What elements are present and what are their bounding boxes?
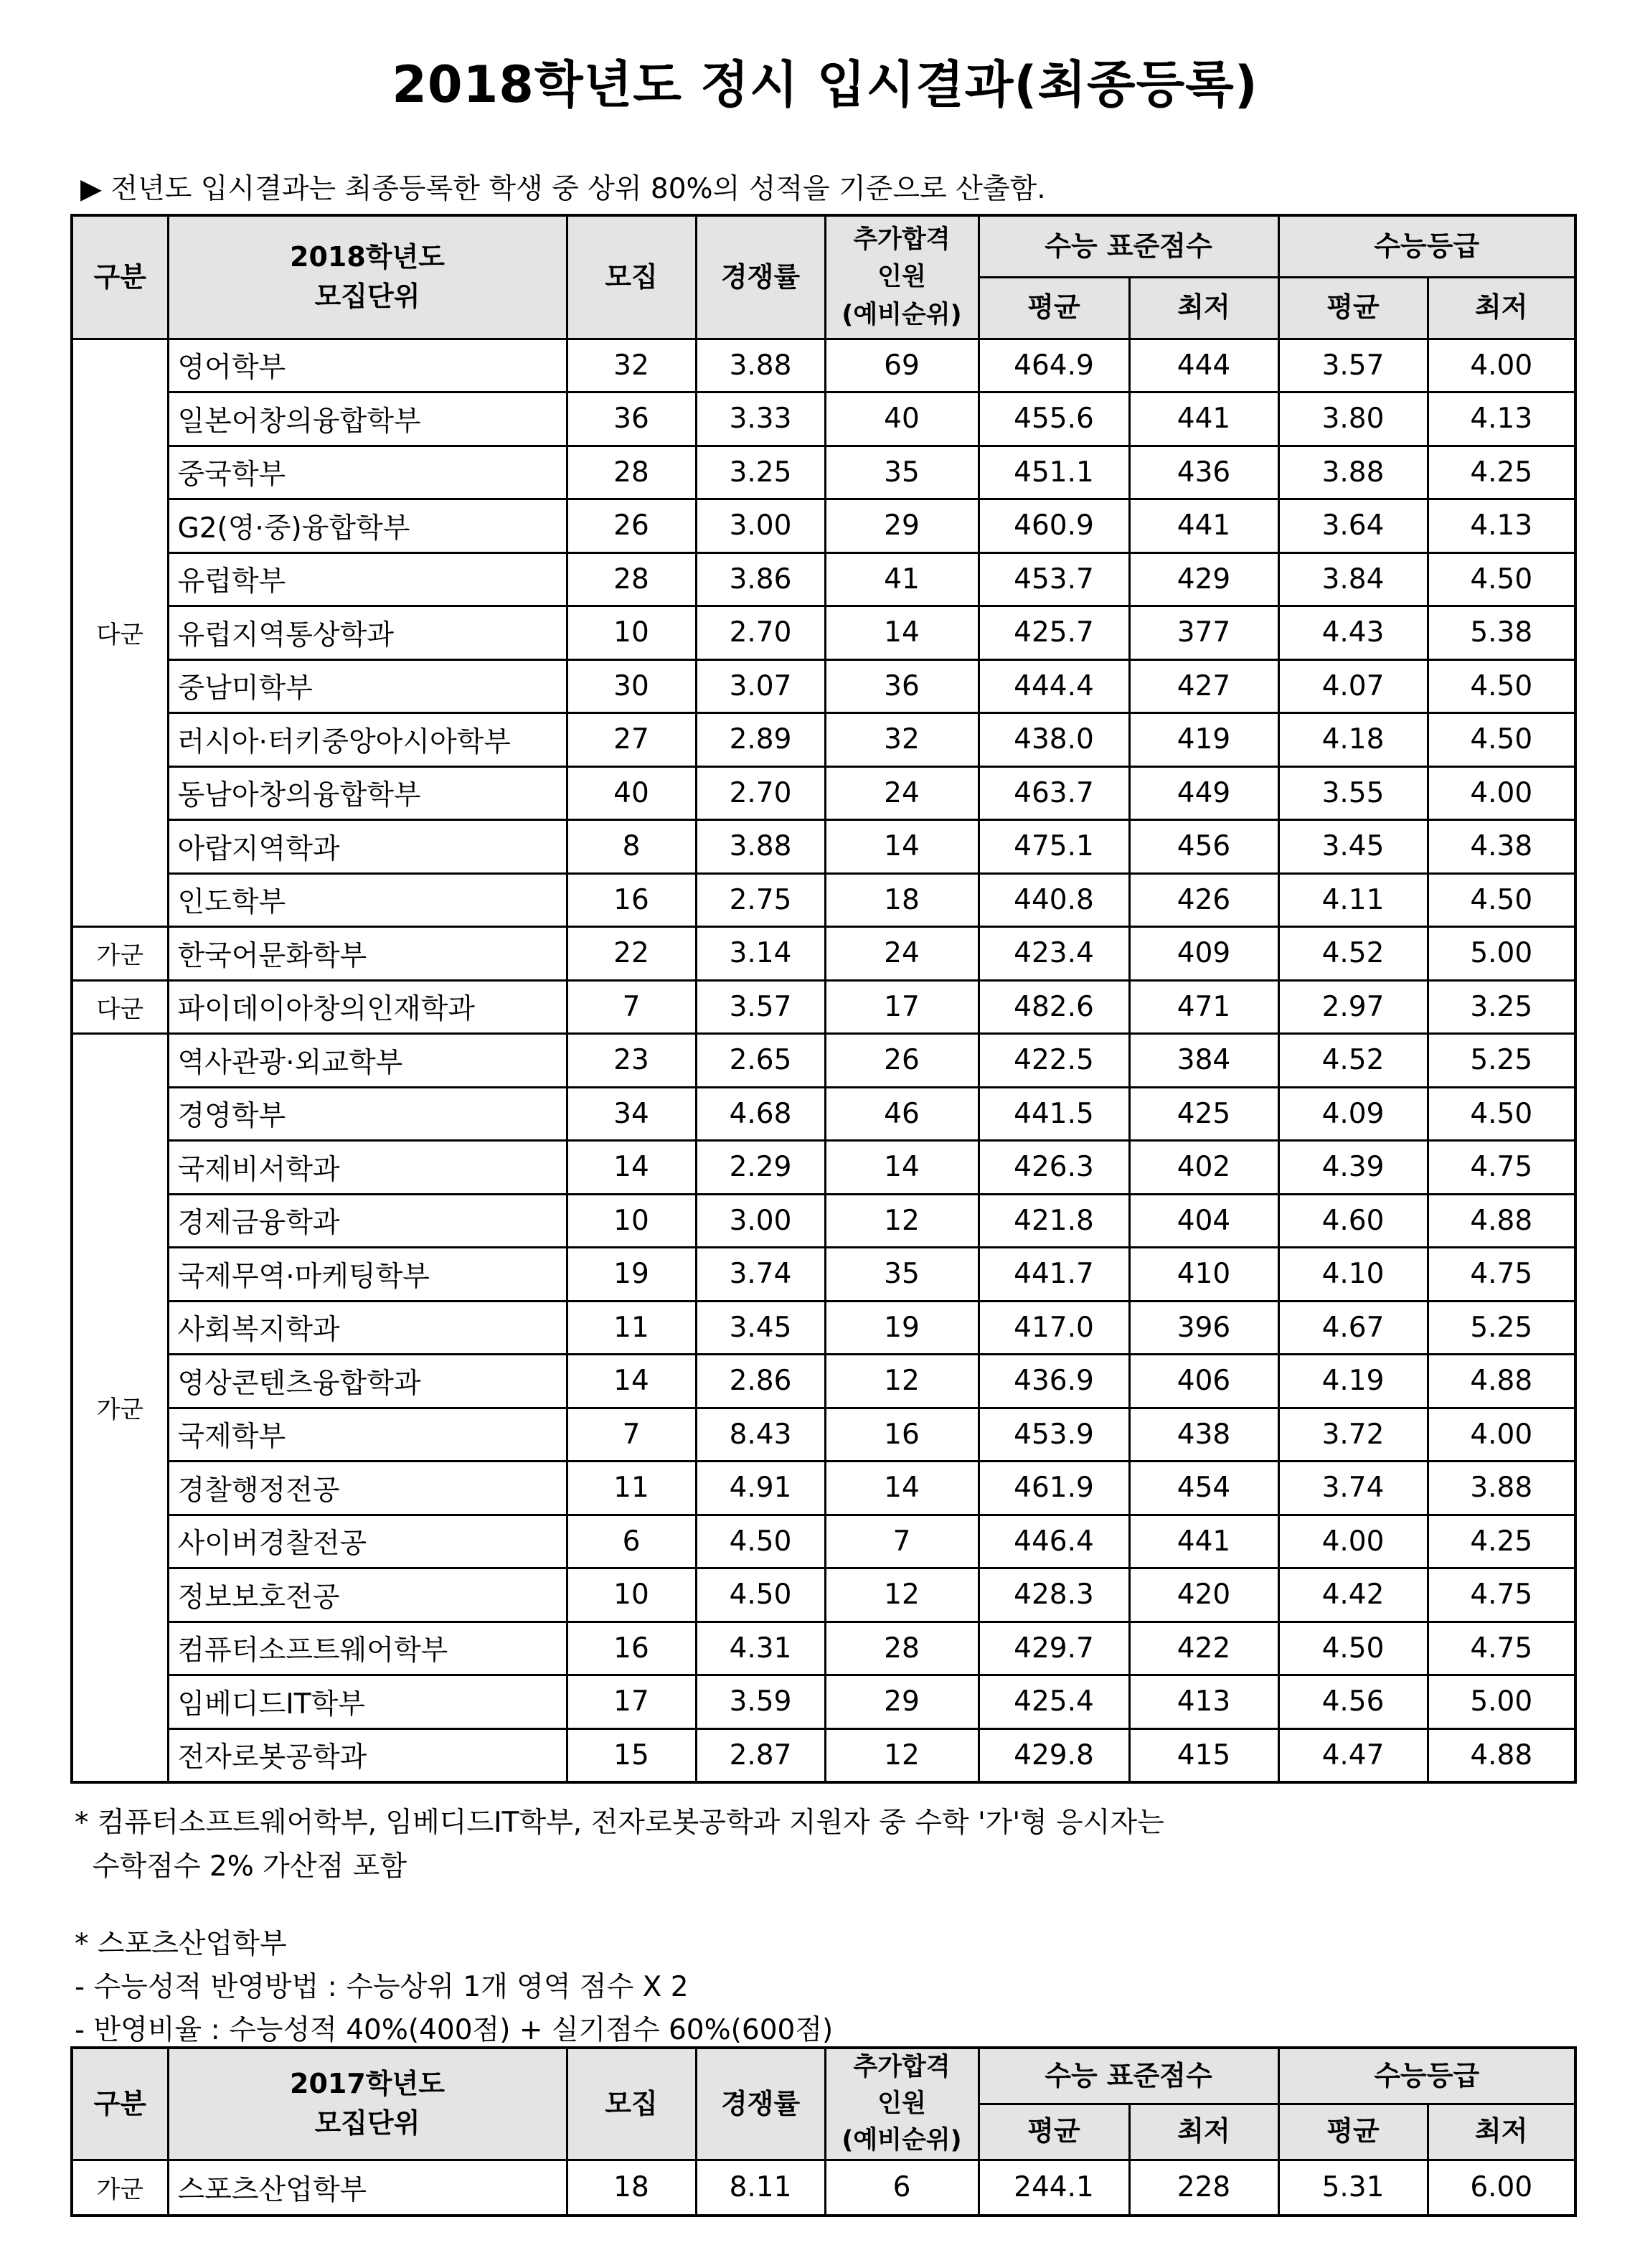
ratio-cell: 3.07: [696, 659, 825, 713]
sports-header-recruit: 모집: [567, 2048, 696, 2160]
ratio-cell: 4.68: [696, 1087, 825, 1141]
table-row: [72, 659, 1575, 713]
table-row: [72, 980, 1575, 1034]
recruit-cell: 6: [567, 1515, 696, 1568]
score-avg-cell: 463.7: [979, 766, 1129, 820]
unit-name-cell: 전자로봇공학과: [168, 1728, 567, 1782]
score-avg-cell: 429.7: [979, 1622, 1129, 1675]
grade-min-cell: 4.25: [1428, 446, 1575, 499]
extra-cell: 28: [825, 1622, 979, 1675]
unit-name-cell: 중국학부: [168, 446, 567, 499]
unit-name-cell: 경제금융학과: [168, 1194, 567, 1248]
sports-header-unit-label: 모집단위: [314, 2107, 420, 2140]
unit-name-cell: 스포츠산업학부: [168, 2160, 567, 2216]
table-row: [72, 1622, 1575, 1675]
score-avg-cell: 436.9: [979, 1355, 1129, 1408]
sports-header-group: 구분: [72, 2048, 168, 2160]
recruit-cell: 28: [567, 552, 696, 606]
unit-name-cell: 사회복지학과: [168, 1301, 567, 1355]
header-grade-min: 최저: [1428, 277, 1575, 339]
recruit-cell: 15: [567, 1728, 696, 1782]
score-avg-cell: 426.3: [979, 1141, 1129, 1195]
grade-min-cell: 3.25: [1428, 980, 1575, 1034]
sports-header-grade-avg: 평균: [1278, 2104, 1428, 2160]
score-min-cell: 454: [1129, 1462, 1278, 1515]
score-min-cell: 471: [1129, 980, 1278, 1034]
extra-cell: 46: [825, 1087, 979, 1141]
footnote-sports-title: * 스포츠산업학부: [75, 1928, 287, 1960]
unit-name-cell: 파이데이아창의인재학과: [168, 980, 567, 1034]
grade-avg-cell: 3.88: [1278, 446, 1428, 499]
sports-header-unit: [168, 2048, 567, 2160]
score-min-cell: 377: [1129, 606, 1278, 660]
grade-min-cell: 5.38: [1428, 606, 1575, 660]
grade-min-cell: 4.75: [1428, 1141, 1575, 1195]
score-min-cell: 449: [1129, 766, 1278, 820]
table-row: [72, 446, 1575, 499]
recruit-cell: 11: [567, 1301, 696, 1355]
header-group: 구분: [72, 215, 168, 339]
recruit-cell: 7: [567, 1408, 696, 1462]
recruit-cell: 17: [567, 1675, 696, 1729]
score-min-cell: 402: [1129, 1141, 1278, 1195]
grade-min-cell: 6.00: [1428, 2160, 1575, 2216]
header-ratio: 경쟁률: [696, 215, 825, 339]
header-grade-avg: 평균: [1278, 277, 1428, 339]
header-extra-line3: (예비순위): [842, 300, 962, 329]
recruit-cell: 34: [567, 1087, 696, 1141]
extra-cell: 19: [825, 1301, 979, 1355]
ratio-cell: 3.45: [696, 1301, 825, 1355]
extra-cell: 36: [825, 659, 979, 713]
score-min-cell: 427: [1129, 659, 1278, 713]
table-row: [72, 499, 1575, 553]
grade-min-cell: 5.00: [1428, 927, 1575, 981]
table-row: [72, 820, 1575, 874]
sports-header-extra-line1: 추가합격: [853, 2053, 951, 2082]
score-avg-cell: 461.9: [979, 1462, 1129, 1515]
footnote-sports-ratio: - 반영비율 : 수능성적 40%(400점) + 실기점수 60%(600점): [75, 2014, 834, 2046]
extra-cell: 14: [825, 1462, 979, 1515]
grade-avg-cell: 4.47: [1278, 1728, 1428, 1782]
recruit-cell: 11: [567, 1462, 696, 1515]
extra-cell: 26: [825, 1034, 979, 1088]
unit-name-cell: G2(영·중)융합학부: [168, 499, 567, 553]
extra-cell: 14: [825, 606, 979, 660]
grade-min-cell: 4.13: [1428, 392, 1575, 446]
table-row: [72, 1355, 1575, 1408]
score-min-cell: 441: [1129, 499, 1278, 553]
score-min-cell: 413: [1129, 1675, 1278, 1729]
sports-header-extra-line2: 인원: [877, 2089, 926, 2118]
recruit-cell: 16: [567, 873, 696, 927]
grade-avg-cell: 4.52: [1278, 1034, 1428, 1088]
score-avg-cell: 455.6: [979, 392, 1129, 446]
ratio-cell: 8.11: [696, 2160, 825, 2216]
grade-avg-cell: 4.00: [1278, 1515, 1428, 1568]
sports-header-extra: [825, 2048, 979, 2160]
extra-cell: 16: [825, 1408, 979, 1462]
group-cell: 가군: [72, 1034, 168, 1782]
group-cell: 다군: [72, 339, 168, 927]
score-avg-cell: 421.8: [979, 1194, 1129, 1248]
score-min-cell: 425: [1129, 1087, 1278, 1141]
unit-name-cell: 영상콘텐츠융합학과: [168, 1355, 567, 1408]
unit-name-cell: 국제학부: [168, 1408, 567, 1462]
grade-avg-cell: 3.72: [1278, 1408, 1428, 1462]
unit-name-cell: 임베디드IT학부: [168, 1675, 567, 1729]
sports-header-score-avg: 평균: [979, 2104, 1129, 2160]
grade-avg-cell: 3.57: [1278, 339, 1428, 392]
grade-min-cell: 4.88: [1428, 1355, 1575, 1408]
grade-min-cell: 4.88: [1428, 1728, 1575, 1782]
score-min-cell: 436: [1129, 446, 1278, 499]
extra-cell: 24: [825, 766, 979, 820]
ratio-cell: 3.59: [696, 1675, 825, 1729]
unit-name-cell: 중남미학부: [168, 659, 567, 713]
extra-cell: 17: [825, 980, 979, 1034]
ratio-cell: 2.65: [696, 1034, 825, 1088]
unit-name-cell: 사이버경찰전공: [168, 1515, 567, 1568]
header-score-min: 최저: [1129, 277, 1278, 339]
unit-name-cell: 한국어문화학부: [168, 927, 567, 981]
score-min-cell: 429: [1129, 552, 1278, 606]
sports-header-ratio: 경쟁률: [696, 2048, 825, 2160]
score-avg-cell: 428.3: [979, 1568, 1129, 1622]
recruit-cell: 10: [567, 1194, 696, 1248]
recruit-cell: 27: [567, 713, 696, 767]
table-row: [72, 766, 1575, 820]
table-row: [72, 1034, 1575, 1088]
ratio-cell: 3.00: [696, 1194, 825, 1248]
table-row: [72, 1568, 1575, 1622]
ratio-cell: 2.87: [696, 1728, 825, 1782]
sports-header-extra-line3: (예비순위): [842, 2125, 962, 2155]
score-avg-cell: 425.7: [979, 606, 1129, 660]
recruit-cell: 8: [567, 820, 696, 874]
extra-cell: 12: [825, 1728, 979, 1782]
grade-avg-cell: 3.84: [1278, 552, 1428, 606]
score-min-cell: 384: [1129, 1034, 1278, 1088]
grade-avg-cell: 4.67: [1278, 1301, 1428, 1355]
table-row: [72, 2160, 1575, 2216]
score-avg-cell: 440.8: [979, 873, 1129, 927]
table-row: [72, 1728, 1575, 1782]
table-row: [72, 1408, 1575, 1462]
grade-avg-cell: 4.42: [1278, 1568, 1428, 1622]
table-row: [72, 873, 1575, 927]
score-avg-cell: 425.4: [979, 1675, 1129, 1729]
group-cell: 가군: [72, 927, 168, 981]
header-unit: [168, 215, 567, 339]
ratio-cell: 4.50: [696, 1515, 825, 1568]
header-extra-line1: 추가합격: [853, 225, 951, 254]
score-min-cell: 456: [1129, 820, 1278, 874]
score-min-cell: 426: [1129, 873, 1278, 927]
ratio-cell: 3.86: [696, 552, 825, 606]
score-avg-cell: 453.9: [979, 1408, 1129, 1462]
footnote-math-bonus-cont: 수학점수 2% 가산점 포함: [75, 1850, 407, 1883]
score-min-cell: 441: [1129, 392, 1278, 446]
ratio-cell: 3.25: [696, 446, 825, 499]
score-avg-cell: 464.9: [979, 339, 1129, 392]
footnote-math-bonus: * 컴퓨터소프트웨어학부, 임베디드IT학부, 전자로봇공학과 지원자 중 수학 '가'형 응시자는: [75, 1807, 1164, 1839]
score-avg-cell: 475.1: [979, 820, 1129, 874]
ratio-cell: 3.00: [696, 499, 825, 553]
unit-name-cell: 경찰행정전공: [168, 1462, 567, 1515]
table-row: [72, 1462, 1575, 1515]
grade-min-cell: 4.50: [1428, 552, 1575, 606]
table-row: [72, 1194, 1575, 1248]
table-row: [72, 339, 1575, 392]
table-row: [72, 1301, 1575, 1355]
extra-cell: 32: [825, 713, 979, 767]
extra-cell: 14: [825, 1141, 979, 1195]
grade-avg-cell: 4.09: [1278, 1087, 1428, 1141]
score-avg-cell: 429.8: [979, 1728, 1129, 1782]
ratio-cell: 2.89: [696, 713, 825, 767]
recruit-cell: 23: [567, 1034, 696, 1088]
score-min-cell: 409: [1129, 927, 1278, 981]
group-cell: 가군: [72, 2160, 168, 2216]
ratio-cell: 8.43: [696, 1408, 825, 1462]
unit-name-cell: 일본어창의융합학부: [168, 392, 567, 446]
ratio-cell: 4.31: [696, 1622, 825, 1675]
extra-cell: 69: [825, 339, 979, 392]
extra-cell: 6: [825, 2160, 979, 2216]
grade-min-cell: 4.25: [1428, 1515, 1575, 1568]
recruit-cell: 40: [567, 766, 696, 820]
footnote-sports-method: - 수능성적 반영방법 : 수능상위 1개 영역 점수 X 2: [75, 1971, 689, 2003]
recruit-cell: 18: [567, 2160, 696, 2216]
recruit-cell: 36: [567, 392, 696, 446]
ratio-cell: 3.88: [696, 820, 825, 874]
score-avg-cell: 451.1: [979, 446, 1129, 499]
table-row: [72, 1087, 1575, 1141]
grade-avg-cell: 4.11: [1278, 873, 1428, 927]
grade-min-cell: 4.75: [1428, 1248, 1575, 1302]
unit-name-cell: 유럽학부: [168, 552, 567, 606]
grade-avg-cell: 4.18: [1278, 713, 1428, 767]
grade-avg-cell: 4.43: [1278, 606, 1428, 660]
table-row: [72, 1515, 1575, 1568]
grade-min-cell: 4.00: [1428, 766, 1575, 820]
table-row: [72, 1675, 1575, 1729]
score-avg-cell: 423.4: [979, 927, 1129, 981]
unit-name-cell: 동남아창의융합학부: [168, 766, 567, 820]
ratio-cell: 2.75: [696, 873, 825, 927]
page-title: 2018학년도 정시 입시결과(최종등록): [392, 55, 1258, 114]
grade-min-cell: 4.00: [1428, 339, 1575, 392]
score-avg-cell: 446.4: [979, 1515, 1129, 1568]
score-min-cell: 422: [1129, 1622, 1278, 1675]
grade-avg-cell: 4.50: [1278, 1622, 1428, 1675]
ratio-cell: 3.57: [696, 980, 825, 1034]
score-min-cell: 415: [1129, 1728, 1278, 1782]
extra-cell: 12: [825, 1568, 979, 1622]
grade-min-cell: 5.25: [1428, 1034, 1575, 1088]
unit-name-cell: 국제무역·마케팅학부: [168, 1248, 567, 1302]
grade-min-cell: 4.75: [1428, 1622, 1575, 1675]
table-row: [72, 713, 1575, 767]
grade-avg-cell: 4.19: [1278, 1355, 1428, 1408]
extra-cell: 35: [825, 446, 979, 499]
grade-avg-cell: 2.97: [1278, 980, 1428, 1034]
score-min-cell: 420: [1129, 1568, 1278, 1622]
header-recruit: 모집: [567, 215, 696, 339]
recruit-cell: 28: [567, 446, 696, 499]
group-cell: 다군: [72, 980, 168, 1034]
ratio-cell: 3.14: [696, 927, 825, 981]
grade-avg-cell: 4.10: [1278, 1248, 1428, 1302]
score-avg-cell: 460.9: [979, 499, 1129, 553]
ratio-cell: 2.86: [696, 1355, 825, 1408]
unit-name-cell: 국제비서학과: [168, 1141, 567, 1195]
sports-header-unit-year: 2017학년도: [290, 2068, 445, 2100]
intro-note: ▶ 전년도 입시결과는 최종등록한 학생 중 상위 80%의 성적을 기준으로 산출함.: [80, 173, 1046, 205]
recruit-cell: 19: [567, 1248, 696, 1302]
recruit-cell: 22: [567, 927, 696, 981]
grade-min-cell: 3.88: [1428, 1462, 1575, 1515]
ratio-cell: 2.70: [696, 606, 825, 660]
grade-min-cell: 5.00: [1428, 1675, 1575, 1729]
recruit-cell: 14: [567, 1141, 696, 1195]
grade-min-cell: 4.88: [1428, 1194, 1575, 1248]
ratio-cell: 4.91: [696, 1462, 825, 1515]
ratio-cell: 3.88: [696, 339, 825, 392]
score-avg-cell: 244.1: [979, 2160, 1129, 2216]
header-score: 수능 표준점수: [979, 215, 1278, 277]
unit-name-cell: 유럽지역통상학과: [168, 606, 567, 660]
sports-header-grade: 수능등급: [1278, 2048, 1575, 2104]
unit-name-cell: 영어학부: [168, 339, 567, 392]
recruit-cell: 26: [567, 499, 696, 553]
sports-header-grade-min: 최저: [1428, 2104, 1575, 2160]
table-row: [72, 1248, 1575, 1302]
unit-name-cell: 컴퓨터소프트웨어학부: [168, 1622, 567, 1675]
extra-cell: 35: [825, 1248, 979, 1302]
score-avg-cell: 422.5: [979, 1034, 1129, 1088]
recruit-cell: 10: [567, 606, 696, 660]
grade-avg-cell: 3.74: [1278, 1462, 1428, 1515]
score-avg-cell: 482.6: [979, 980, 1129, 1034]
recruit-cell: 10: [567, 1568, 696, 1622]
score-min-cell: 404: [1129, 1194, 1278, 1248]
table-body: [72, 339, 1575, 1782]
score-min-cell: 406: [1129, 1355, 1278, 1408]
sports-header-score: 수능 표준점수: [979, 2048, 1278, 2104]
extra-cell: 41: [825, 552, 979, 606]
grade-min-cell: 4.00: [1428, 1408, 1575, 1462]
extra-cell: 12: [825, 1355, 979, 1408]
table-row: [72, 927, 1575, 981]
recruit-cell: 7: [567, 980, 696, 1034]
header-extra-line2: 인원: [877, 263, 926, 291]
grade-avg-cell: 3.80: [1278, 392, 1428, 446]
grade-avg-cell: 4.39: [1278, 1141, 1428, 1195]
unit-name-cell: 정보보호전공: [168, 1568, 567, 1622]
ratio-cell: 3.74: [696, 1248, 825, 1302]
header-score-avg: 평균: [979, 277, 1129, 339]
grade-avg-cell: 5.31: [1278, 2160, 1428, 2216]
score-min-cell: 441: [1129, 1515, 1278, 1568]
extra-cell: 29: [825, 1675, 979, 1729]
table-row: [72, 392, 1575, 446]
grade-min-cell: 4.50: [1428, 713, 1575, 767]
unit-name-cell: 인도학부: [168, 873, 567, 927]
extra-cell: 7: [825, 1515, 979, 1568]
ratio-cell: 2.29: [696, 1141, 825, 1195]
header-unit-label: 모집단위: [314, 281, 420, 313]
grade-min-cell: 4.50: [1428, 1087, 1575, 1141]
score-min-cell: 410: [1129, 1248, 1278, 1302]
extra-cell: 29: [825, 499, 979, 553]
score-avg-cell: 438.0: [979, 713, 1129, 767]
unit-name-cell: 러시아·터키중앙아시아학부: [168, 713, 567, 767]
grade-min-cell: 5.25: [1428, 1301, 1575, 1355]
grade-avg-cell: 4.56: [1278, 1675, 1428, 1729]
grade-avg-cell: 3.55: [1278, 766, 1428, 820]
header-unit-year: 2018학년도: [290, 241, 445, 273]
extra-cell: 24: [825, 927, 979, 981]
grade-avg-cell: 4.52: [1278, 927, 1428, 981]
grade-avg-cell: 4.07: [1278, 659, 1428, 713]
grade-avg-cell: 3.64: [1278, 499, 1428, 553]
score-min-cell: 438: [1129, 1408, 1278, 1462]
recruit-cell: 32: [567, 339, 696, 392]
sports-results-table: [70, 2046, 1577, 2217]
unit-name-cell: 경영학부: [168, 1087, 567, 1141]
score-min-cell: 228: [1129, 2160, 1278, 2216]
score-avg-cell: 417.0: [979, 1301, 1129, 1355]
score-avg-cell: 441.5: [979, 1087, 1129, 1141]
header-extra: [825, 215, 979, 339]
table-row: [72, 552, 1575, 606]
table-row: [72, 606, 1575, 660]
extra-cell: 18: [825, 873, 979, 927]
unit-name-cell: 역사관광·외교학부: [168, 1034, 567, 1088]
grade-avg-cell: 3.45: [1278, 820, 1428, 874]
score-avg-cell: 453.7: [979, 552, 1129, 606]
admission-results-table: [70, 214, 1577, 1784]
table-row: [72, 1141, 1575, 1195]
header-grade: 수능등급: [1278, 215, 1575, 277]
ratio-cell: 2.70: [696, 766, 825, 820]
recruit-cell: 30: [567, 659, 696, 713]
sports-header-score-min: 최저: [1129, 2104, 1278, 2160]
recruit-cell: 14: [567, 1355, 696, 1408]
grade-min-cell: 4.50: [1428, 873, 1575, 927]
score-avg-cell: 444.4: [979, 659, 1129, 713]
score-min-cell: 419: [1129, 713, 1278, 767]
unit-name-cell: 아랍지역학과: [168, 820, 567, 874]
score-min-cell: 396: [1129, 1301, 1278, 1355]
score-min-cell: 444: [1129, 339, 1278, 392]
grade-min-cell: 4.38: [1428, 820, 1575, 874]
extra-cell: 12: [825, 1194, 979, 1248]
ratio-cell: 4.50: [696, 1568, 825, 1622]
recruit-cell: 16: [567, 1622, 696, 1675]
grade-min-cell: 4.50: [1428, 659, 1575, 713]
ratio-cell: 3.33: [696, 392, 825, 446]
grade-min-cell: 4.75: [1428, 1568, 1575, 1622]
extra-cell: 14: [825, 820, 979, 874]
grade-avg-cell: 4.60: [1278, 1194, 1428, 1248]
score-avg-cell: 441.7: [979, 1248, 1129, 1302]
grade-min-cell: 4.13: [1428, 499, 1575, 553]
extra-cell: 40: [825, 392, 979, 446]
